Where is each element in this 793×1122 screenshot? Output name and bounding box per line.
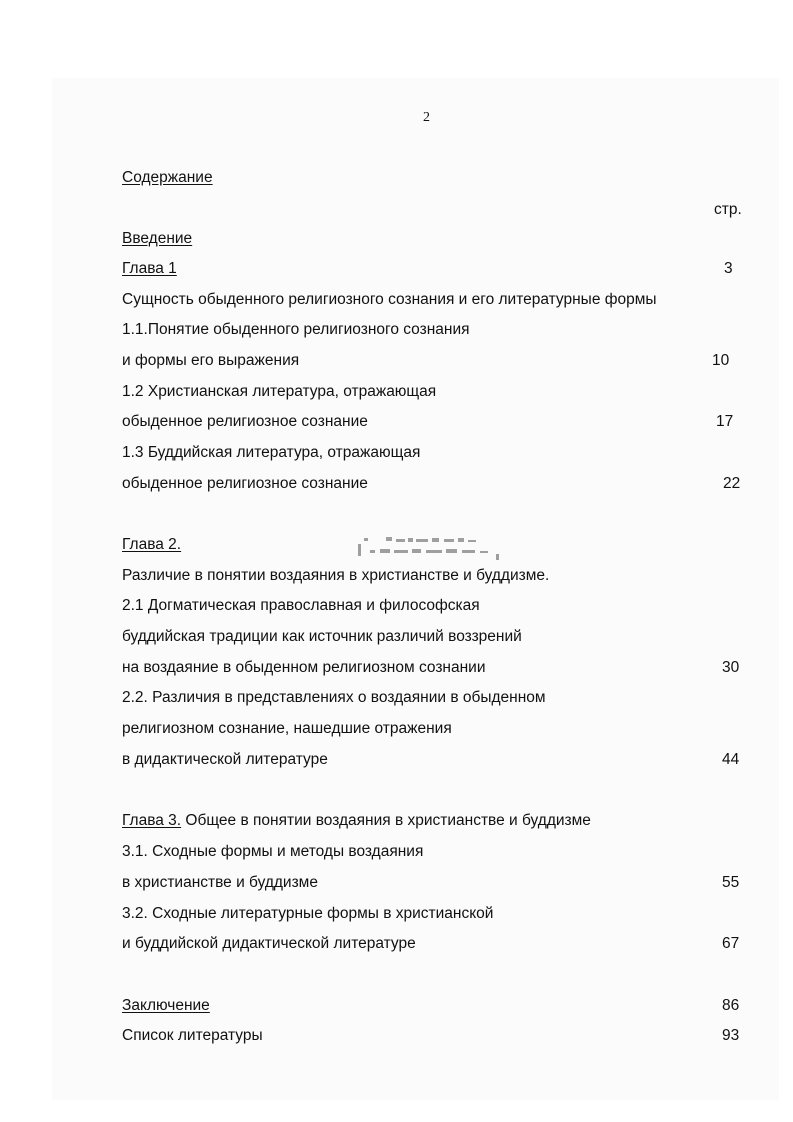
toc-page-section-1-1: 10: [712, 352, 730, 369]
toc-page-section-1-2: 17: [716, 413, 734, 430]
toc-section-1-2-line-1[interactable]: 1.2 Христианская литература, отражающая: [122, 383, 437, 400]
toc-page-section-1-3: 22: [723, 475, 741, 492]
toc-section-2-2-line-1[interactable]: 2.2. Различия в представлениях о воздаянии в обыденном: [122, 689, 546, 706]
toc-section-2-1-line-2[interactable]: буддийская традиции как источник различий воззрений: [122, 628, 522, 645]
toc-page-section-2-1: 30: [722, 659, 740, 676]
toc-section-2-1-line-3[interactable]: на воздаяние в обыденном религиозном сознании: [122, 659, 486, 676]
toc-page-chapter-1: 3: [724, 260, 733, 277]
toc-page-bibliography: 93: [722, 1027, 740, 1044]
toc-section-2-1-line-1[interactable]: 2.1 Догматическая православная и философская: [122, 597, 480, 614]
toc-section-3-2-line-2[interactable]: и буддийской дидактической литературе: [122, 935, 416, 952]
toc-section-1-1-line-1[interactable]: 1.1.Понятие обыденного религиозного сознания: [122, 321, 470, 338]
toc-chapter-2-title: Различие в понятии воздаяния в христианстве и буддизме.: [122, 567, 550, 584]
toc-chapter-1-title: Сущность обыденного религиозного сознания и его литературные формы: [122, 291, 657, 308]
toc-section-1-1-line-2[interactable]: и формы его выражения: [122, 352, 300, 369]
page-column-header: стр.: [714, 201, 742, 218]
toc-chapter-3-title: Общее в понятии воздаяния в христианстве и буддизме: [181, 812, 591, 829]
toc-page-section-3-1: 55: [722, 874, 740, 891]
toc-section-3-1-line-2[interactable]: в христианстве и буддизме: [122, 874, 318, 891]
toc-section-2-2-line-2[interactable]: религиозном сознание, нашедшие отражения: [122, 720, 452, 737]
toc-section-1-3-line-1[interactable]: 1.3 Буддийская литература, отражающая: [122, 444, 421, 461]
toc-section-1-2-line-2[interactable]: обыденное религиозное сознание: [122, 413, 368, 430]
toc-entry-chapter-1[interactable]: Глава 1: [122, 260, 177, 277]
toc-entry-introduction[interactable]: Введение: [122, 230, 193, 247]
toc-chapter-3-row: [122, 811, 591, 831]
toc-page-section-3-2: 67: [722, 935, 740, 952]
toc-entry-chapter-2[interactable]: Глава 2.: [122, 536, 182, 553]
faded-stamp: [356, 534, 506, 566]
toc-entry-chapter-3[interactable]: Глава 3.: [122, 812, 182, 829]
toc-section-1-3-line-2[interactable]: обыденное религиозное сознание: [122, 475, 368, 492]
toc-section-3-1-line-1[interactable]: 3.1. Сходные формы и методы воздаяния: [122, 843, 424, 860]
page-number: 2: [423, 110, 430, 125]
toc-title: Содержание: [122, 169, 213, 186]
toc-entry-bibliography[interactable]: Список литературы: [122, 1027, 263, 1044]
toc-section-3-2-line-1[interactable]: 3.2. Сходные литературные формы в христианской: [122, 905, 494, 922]
toc-page-section-2-2: 44: [722, 751, 740, 768]
toc-page-conclusion: 86: [722, 997, 740, 1014]
toc-entry-conclusion[interactable]: Заключение: [122, 997, 210, 1014]
toc-section-2-2-line-3[interactable]: в дидактической литературе: [122, 751, 328, 768]
